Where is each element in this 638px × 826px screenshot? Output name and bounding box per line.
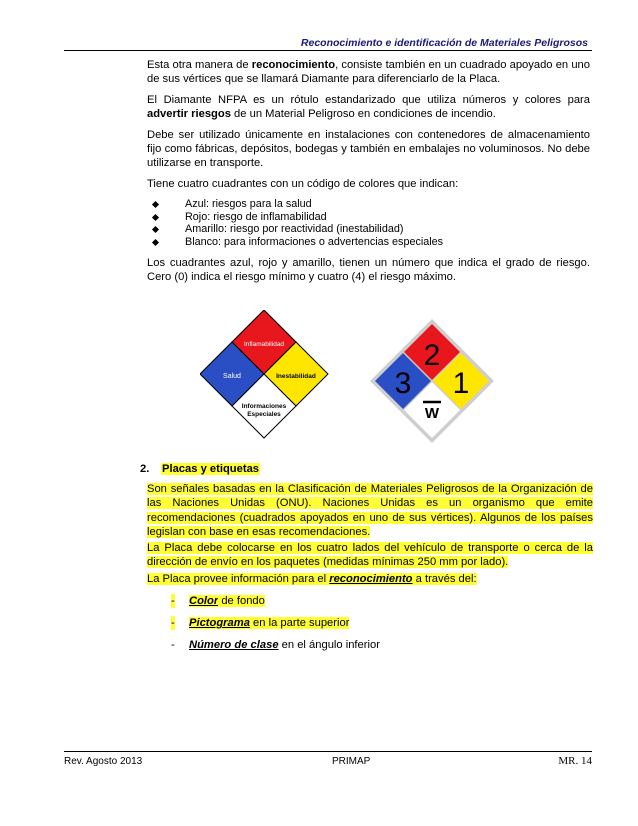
page-number: MR. 14 xyxy=(558,755,592,767)
nfpa-labeled-diamond xyxy=(200,310,328,438)
diamond-bullet-icon xyxy=(152,238,159,245)
example-health-value: 3 xyxy=(394,367,412,400)
health-label: Salud xyxy=(223,373,241,380)
list-item: Amarillo: riesgo por reactividad (inestabilidad) xyxy=(147,223,590,236)
list-item: Blanco: para informaciones o advertencias especiales xyxy=(147,236,590,249)
intro-paragraph-5: Los cuadrantes azul, rojo y amarillo, tienen un número que indica el grado de riesgo. Cero (0) indica el riesgo mínimo y cuatro (4) el riesgo máximo. xyxy=(147,257,590,283)
intro-paragraph-4: Tiene cuatro cuadrantes con un código de colores que indican: xyxy=(147,178,459,190)
instability-label: Inestabilidad xyxy=(276,373,316,380)
dash-marker: - xyxy=(171,639,175,652)
footer-org: PRIMAP xyxy=(332,756,371,767)
section-number: 2. xyxy=(140,463,150,475)
list-item xyxy=(147,616,593,638)
special-info-label-1: Informaciones xyxy=(241,403,287,410)
nfpa-example-diamond xyxy=(370,319,494,443)
example-flammability-value: 2 xyxy=(423,339,441,372)
header-divider xyxy=(64,50,592,51)
color-code-list xyxy=(147,198,590,248)
flammability-label: Inflamabilidad xyxy=(243,341,285,348)
example-special-value: W xyxy=(424,405,440,422)
section-paragraph-3: La Placa provee información para el reconocimiento a través del: xyxy=(147,572,477,585)
nfpa-diagrams xyxy=(200,310,500,445)
list-item: Azul: riesgos para la salud xyxy=(147,198,590,211)
placa-info-list xyxy=(147,594,593,660)
footer-divider xyxy=(64,751,592,752)
list-item xyxy=(147,638,593,660)
diamond-bullet-icon xyxy=(152,213,159,220)
section-body xyxy=(147,482,593,660)
footer-revision: Rev. Agosto 2013 xyxy=(64,756,143,767)
intro-paragraph-1: Esta otra manera de reconocimiento, consiste también en un cuadrado apoyado en uno de sus vértices que se llamará Diamante para diferenciarlo de la Placa. xyxy=(147,59,590,85)
section-paragraph-1: Son señales basadas en la Clasificación de Materiales Peligrosos de la Organización de las Naciones Unidas (ONU). Naciones Unidas es un organismo que emite recomendaciones (cuadrados apoyados en uno de sus vértices). Algunos de los países legislan con base en esas recomendaciones. xyxy=(147,483,593,538)
diamond-bullet-icon xyxy=(152,201,159,208)
placa-info-term: Pictograma en la parte superior xyxy=(189,617,350,630)
intro-paragraph-3: Debe ser utilizado únicamente en instalaciones con contenedores de almacenamiento fijo como fábricas, depósitos, bodegas y también en embalajes no voluminosos. No debe utilizarse en transporte. xyxy=(147,129,590,169)
placa-info-term: Color de fondo xyxy=(189,595,265,608)
placa-info-term: Número de clase en el ángulo inferior xyxy=(189,639,380,652)
section-title: Placas y etiquetas xyxy=(162,463,260,475)
intro-content xyxy=(147,58,590,291)
section-heading xyxy=(123,463,593,479)
section-paragraph-2: La Placa debe colocarse en los cuatro lados del vehículo de transporte o cerca de la dirección de envío en los paquetes (medidas mínimas 250 mm por lado). xyxy=(147,542,593,569)
nfpa-diamond-figures xyxy=(200,310,500,445)
diamond-bullet-icon xyxy=(152,226,159,233)
list-item xyxy=(147,594,593,616)
list-item: Rojo: riesgo de inflamabilidad xyxy=(147,211,590,224)
dash-marker: - xyxy=(171,595,175,608)
dash-marker: - xyxy=(171,617,175,630)
header-title: Reconocimiento e identificación de Materiales Peligrosos xyxy=(300,37,588,49)
special-info-label-2: Especiales xyxy=(247,411,281,418)
example-instability-value: 1 xyxy=(452,367,470,400)
section-placas xyxy=(123,463,593,652)
intro-paragraph-2: El Diamante NFPA es un rótulo estandarizado que utiliza números y colores para advertir riesgos de un Material Peligroso en condiciones de incendio. xyxy=(147,94,590,120)
